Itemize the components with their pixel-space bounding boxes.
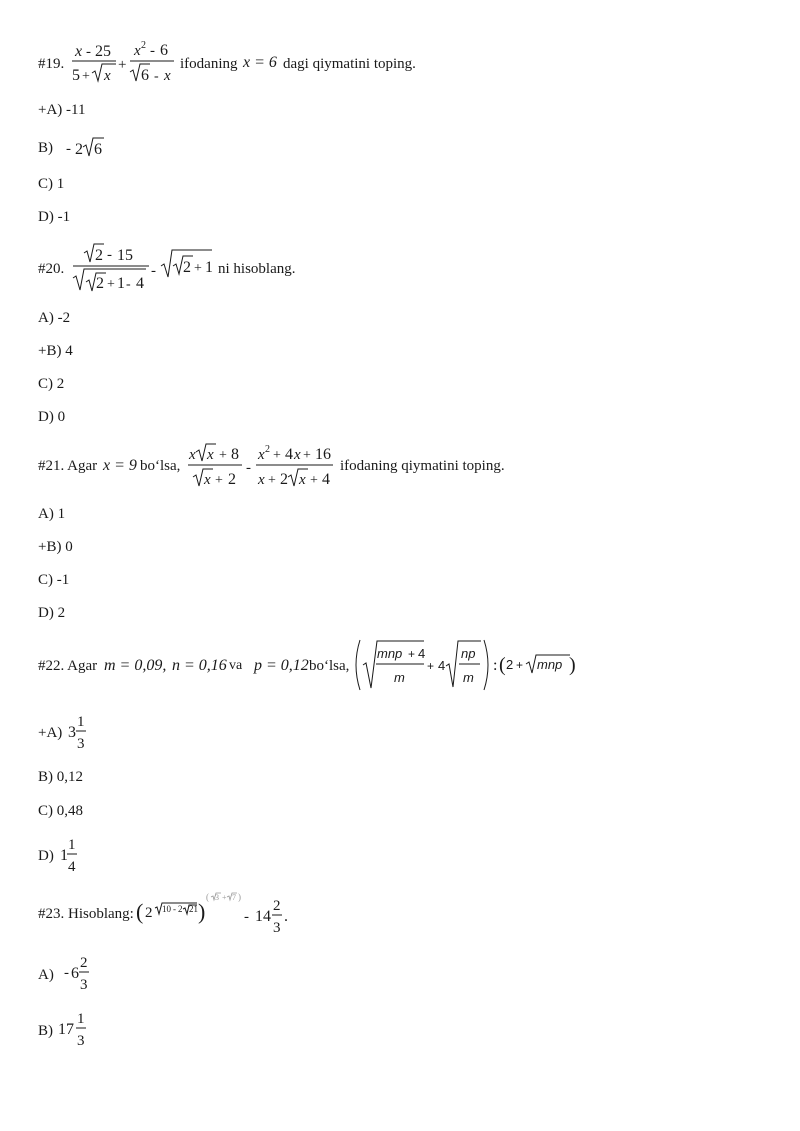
q21-text-mid: bo‘lsa, xyxy=(140,458,181,474)
svg-text:2: 2 xyxy=(280,471,288,488)
q22-number: #22. Agar xyxy=(38,658,98,674)
svg-text:25: 25 xyxy=(95,43,111,60)
svg-text:-: - xyxy=(66,141,71,157)
svg-text:1: 1 xyxy=(77,1011,85,1027)
svg-text:4: 4 xyxy=(418,646,426,661)
q21-x-value: x = 9 xyxy=(103,457,137,474)
svg-text:+: + xyxy=(118,57,127,73)
q19-expression xyxy=(66,40,277,158)
q22-expression xyxy=(60,640,576,875)
svg-text:16: 16 xyxy=(315,446,331,463)
svg-text:-: - xyxy=(154,69,159,84)
svg-text:): ) xyxy=(569,654,576,676)
q21-expression xyxy=(102,444,333,488)
svg-text:2: 2 xyxy=(80,955,88,971)
svg-text:x: x xyxy=(258,447,265,463)
q22-option-c: C) 0,48 xyxy=(38,803,83,819)
q22-n-value: n = 0,16 xyxy=(172,657,227,674)
q22-va: va xyxy=(229,658,243,673)
svg-text:3: 3 xyxy=(77,736,85,752)
q19-option-b: B) xyxy=(38,140,53,156)
q19-number: #19. xyxy=(38,56,65,72)
svg-text:-: - xyxy=(107,247,112,263)
svg-text:+: + xyxy=(408,647,416,661)
q20-option-a: A) -2 xyxy=(38,310,71,326)
svg-text:6: 6 xyxy=(141,67,149,84)
svg-text:2: 2 xyxy=(265,444,270,455)
svg-text:.: . xyxy=(284,908,288,925)
svg-text:2: 2 xyxy=(273,898,281,914)
svg-text:2: 2 xyxy=(96,275,104,292)
q23-option-a: A) xyxy=(38,967,54,983)
svg-text:-: - xyxy=(151,263,156,279)
svg-text:10: 10 xyxy=(162,904,171,914)
svg-text:3: 3 xyxy=(80,977,88,993)
svg-text:x: x xyxy=(258,472,265,488)
svg-text:-: - xyxy=(246,460,251,476)
svg-text:7: 7 xyxy=(232,893,236,902)
svg-text:m: m xyxy=(394,670,405,685)
svg-text:1: 1 xyxy=(205,259,213,276)
svg-text:4: 4 xyxy=(136,275,144,292)
svg-text:8: 8 xyxy=(231,446,239,463)
svg-text:x: x xyxy=(204,472,211,488)
svg-text:6: 6 xyxy=(71,965,79,982)
svg-text:m: m xyxy=(463,670,474,685)
svg-text:2: 2 xyxy=(95,247,103,264)
svg-text:+: + xyxy=(268,473,276,488)
svg-text:21: 21 xyxy=(189,904,198,914)
svg-text:-: - xyxy=(64,965,69,981)
svg-text:2: 2 xyxy=(178,904,183,914)
svg-text:+: + xyxy=(303,448,311,463)
svg-text:+: + xyxy=(82,69,90,84)
svg-text:+: + xyxy=(427,659,435,673)
q20-text-end: ni hisoblang. xyxy=(218,261,296,277)
q20-option-b: +B) 4 xyxy=(38,343,73,359)
svg-text:+: + xyxy=(194,261,202,276)
svg-text:6: 6 xyxy=(160,42,168,59)
svg-text:): ) xyxy=(198,899,206,924)
q19-option-a: +A) -11 xyxy=(38,102,86,118)
svg-text:-: - xyxy=(244,909,249,925)
q23-option-b: B) xyxy=(38,1023,53,1039)
q19-x-value: x = 6 xyxy=(243,54,277,71)
svg-text:2: 2 xyxy=(506,657,514,672)
svg-text:-: - xyxy=(86,44,91,60)
q21-option-d: D) 2 xyxy=(38,605,66,621)
q21-option-b: +B) 0 xyxy=(38,539,73,555)
q19-option-d: D) -1 xyxy=(38,209,71,225)
svg-text:1: 1 xyxy=(117,275,125,292)
svg-text:2: 2 xyxy=(183,259,191,276)
q22-option-d: D) xyxy=(38,848,54,864)
svg-text:x: x xyxy=(164,68,171,84)
q22-option-b: B) 0,12 xyxy=(38,769,83,785)
svg-text:x: x xyxy=(189,447,196,463)
svg-text:): ) xyxy=(238,892,241,902)
q22-p-value: p = 0,12 xyxy=(254,657,309,674)
svg-text:+: + xyxy=(516,658,524,672)
svg-text:1: 1 xyxy=(77,714,85,730)
q23-number: #23. Hisoblang: xyxy=(38,906,134,922)
svg-text:2: 2 xyxy=(145,905,153,921)
svg-text:5: 5 xyxy=(72,67,80,84)
svg-text:4: 4 xyxy=(285,446,293,463)
svg-text:+: + xyxy=(310,473,318,488)
q22-m-value: m = 0,09, xyxy=(104,657,167,674)
svg-text:mnp: mnp xyxy=(377,646,403,661)
q19-option-c: C) 1 xyxy=(38,176,65,192)
svg-text:4: 4 xyxy=(68,859,76,875)
q19-text-middle: ifodaning xyxy=(180,56,238,72)
svg-text:x: x xyxy=(294,447,301,463)
svg-text:x: x xyxy=(104,68,111,84)
svg-text:15: 15 xyxy=(117,247,133,264)
svg-text:x: x xyxy=(207,447,214,463)
svg-text:1: 1 xyxy=(60,847,68,864)
q21-option-c: C) -1 xyxy=(38,572,70,588)
svg-text:2: 2 xyxy=(75,141,83,158)
svg-text:4: 4 xyxy=(438,658,446,673)
q19-text-end: dagi qiymatini toping. xyxy=(283,56,416,72)
q23-expression xyxy=(58,892,288,1049)
svg-text:(: ( xyxy=(499,654,506,676)
svg-text:np: np xyxy=(461,646,476,661)
q20-number: #20. xyxy=(38,261,65,277)
svg-text:+: + xyxy=(215,473,223,488)
svg-text:3: 3 xyxy=(215,893,219,902)
svg-text:-: - xyxy=(173,904,176,914)
svg-text:2: 2 xyxy=(141,40,146,51)
q21-number: #21. Agar xyxy=(38,458,98,474)
svg-text:+: + xyxy=(273,448,281,463)
svg-text:17: 17 xyxy=(58,1021,74,1038)
svg-text:2: 2 xyxy=(228,471,236,488)
svg-text:+: + xyxy=(107,277,115,292)
svg-text:x: x xyxy=(134,43,141,59)
q20-option-d: D) 0 xyxy=(38,409,66,425)
svg-text:-: - xyxy=(150,43,155,59)
svg-text:3: 3 xyxy=(77,1033,85,1049)
q20-expression xyxy=(73,244,213,292)
svg-text:x: x xyxy=(299,472,306,488)
svg-text::: : xyxy=(493,657,498,674)
svg-text:4: 4 xyxy=(322,471,330,488)
svg-text:(: ( xyxy=(206,892,209,902)
svg-text:3: 3 xyxy=(68,724,76,741)
svg-text:14: 14 xyxy=(255,908,271,925)
svg-text:-: - xyxy=(126,277,131,292)
q22-text-mid: bo‘lsa, xyxy=(309,658,350,674)
svg-text:6: 6 xyxy=(94,141,102,158)
q21-text-end: ifodaning qiymatini toping. xyxy=(340,458,505,474)
svg-text:mnp: mnp xyxy=(537,657,563,672)
q20-option-c: C) 2 xyxy=(38,376,65,392)
q21-option-a: A) 1 xyxy=(38,506,66,522)
svg-text:x: x xyxy=(75,43,83,60)
svg-text:3: 3 xyxy=(273,920,281,936)
svg-text:+: + xyxy=(222,893,227,902)
q22-option-a: +A) xyxy=(38,725,63,741)
svg-text:(: ( xyxy=(136,899,144,924)
svg-text:1: 1 xyxy=(68,837,76,853)
svg-text:+: + xyxy=(219,448,227,463)
